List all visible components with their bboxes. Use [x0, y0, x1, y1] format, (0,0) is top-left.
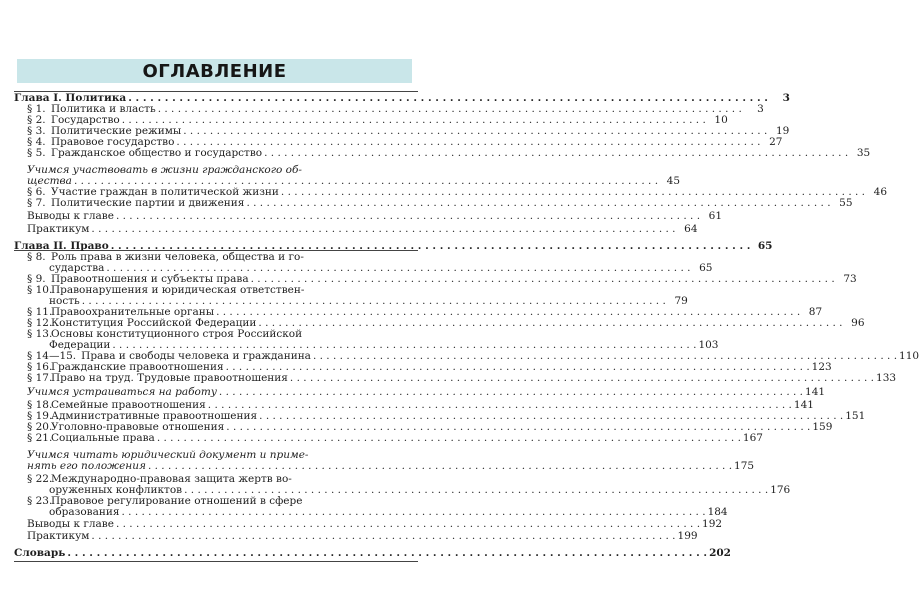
toc-page-number: 133	[876, 372, 897, 384]
toc-item[interactable]	[14, 372, 897, 384]
toc-page-number: 110	[899, 350, 919, 362]
toc-item-label: Гражданские правоотношения	[51, 361, 224, 373]
toc-item-label: Гражданское общество и государство	[51, 147, 263, 159]
toc-page-number: 73	[843, 273, 857, 285]
toc-section-number: § 19.	[27, 410, 53, 422]
toc-item-label-line2: нять его положения	[27, 460, 146, 472]
toc-item-label: Правоохранительные органы	[51, 306, 215, 318]
toc-item[interactable]	[14, 473, 791, 496]
toc-item[interactable]	[14, 432, 763, 444]
toc-section-number: § 3.	[27, 125, 46, 137]
toc-section-number: § 12.	[27, 317, 53, 329]
toc-item[interactable]	[14, 518, 723, 530]
toc-leader-dots	[67, 548, 707, 559]
toc-page-number: 3	[757, 103, 764, 115]
toc-page-number: 141	[793, 399, 814, 411]
toc-section-number: § 23.	[27, 495, 53, 507]
toc-item-label-line1: Основы конституционного строя Российской	[51, 328, 303, 340]
toc-section-number: § 5.	[27, 147, 46, 159]
toc-item-label: Семейные правоотношения	[51, 399, 206, 411]
toc-glossary[interactable]	[14, 547, 731, 559]
toc-item[interactable]	[14, 147, 871, 159]
toc-page-number: 35	[856, 147, 871, 159]
toc-item-label: Административные правоотношения	[51, 410, 258, 422]
toc-item[interactable]	[14, 284, 688, 307]
toc-section-number: § 11.	[27, 306, 53, 318]
toc-section-number: § 21.	[27, 432, 53, 444]
toc-page-number: 79	[674, 295, 688, 307]
toc-leader-dots	[148, 461, 732, 472]
toc-item-label-line1: Учимся читать юридический документ и приме-	[27, 449, 309, 461]
toc-item-label: Политические партии и движения	[51, 197, 245, 209]
toc-section-number: § 20.	[27, 421, 53, 433]
toc-section-number: § 13.	[27, 328, 53, 340]
toc-page-number: 87	[808, 306, 823, 318]
title-band	[17, 59, 412, 83]
toc-page-number: 45	[666, 175, 681, 187]
toc-page-number: 159	[812, 421, 833, 433]
toc-workshop-item[interactable]	[14, 449, 755, 472]
toc-item-label: Учимся устраиваться на работу	[27, 386, 217, 398]
toc-page-number: 141	[805, 386, 826, 398]
page-title: ОГЛАВЛЕНИЕ	[142, 61, 287, 82]
toc-item-label: Практикум	[27, 223, 90, 235]
toc-page-number: 55	[839, 197, 853, 209]
toc-item[interactable]	[14, 495, 728, 518]
toc-item-label: Политические режимы	[51, 125, 182, 137]
toc-chapter-label: Словарь	[14, 547, 66, 559]
toc-section-number: § 7.	[27, 197, 46, 209]
toc-item-label-line1: Международно-правовая защита жертв во-	[51, 473, 292, 485]
toc-item-label-line1: Правонарушения и юридическая ответствен-	[51, 284, 305, 296]
toc-workshop-item[interactable]	[14, 386, 826, 398]
toc-item-label-line1: Правовое регулирование отношений в сфере	[51, 495, 303, 507]
toc-page-number: 202	[709, 547, 731, 559]
toc-workshop-item[interactable]	[14, 164, 681, 187]
toc-section-number: § 4.	[27, 136, 46, 148]
toc-section-number: § 2.	[27, 114, 46, 126]
toc-item[interactable]	[14, 251, 713, 274]
toc-page-number: 151	[845, 410, 866, 422]
toc-page-number: 65	[699, 262, 713, 274]
toc-item-label: Выводы к главе	[27, 518, 114, 530]
toc-item-label: Участие граждан в политической жизни	[51, 186, 279, 198]
toc-section-number: § 6.	[27, 186, 46, 198]
toc-page-number: 175	[734, 460, 755, 472]
toc-section-number: § 10.	[27, 284, 53, 296]
toc-item-label: Правовое государство	[51, 136, 175, 148]
toc-page-number: 3	[782, 92, 790, 104]
toc-section-number: § 16.	[27, 361, 53, 373]
toc-page-number: 176	[770, 484, 791, 496]
toc-chapter-label: Глава I. Политика	[14, 92, 127, 104]
toc-page-number: 199	[677, 530, 698, 542]
toc-item-label: Права и свободы человека и гражданина	[81, 350, 311, 362]
toc-leader-dots	[116, 519, 700, 530]
toc-leader-dots	[157, 433, 741, 444]
toc-item-label-line2: щества	[27, 175, 72, 187]
toc-page-number: 96	[851, 317, 865, 329]
toc-item-label: Практикум	[27, 530, 90, 542]
toc-section-number: § 9.	[27, 273, 46, 285]
separator-glossary	[14, 561, 418, 562]
toc-leader-dots	[264, 148, 848, 159]
toc-item-label: Право на труд. Трудовые правоотношения	[51, 372, 288, 384]
toc-section-number: § 1.	[27, 103, 46, 115]
toc-leader-dots	[121, 507, 705, 518]
toc-leader-dots	[116, 211, 700, 222]
toc-chapter-label: Глава II. Право	[14, 240, 109, 252]
toc-item[interactable]	[14, 530, 698, 542]
toc-page-number: 64	[684, 223, 698, 235]
toc-item-label-line2: оруженных конфликтов	[49, 484, 183, 496]
toc-item-label-line2: ность	[49, 295, 80, 307]
toc-item-label: Выводы к главе	[27, 210, 114, 222]
toc-leader-dots	[251, 274, 835, 285]
toc-leader-dots	[246, 198, 830, 209]
toc-item[interactable]	[14, 328, 719, 351]
toc-page-number: 167	[742, 432, 763, 444]
toc-item-label: Уголовно-правовые отношения	[51, 421, 225, 433]
toc-page-number: 19	[775, 125, 790, 137]
toc-leader-dots	[258, 318, 842, 329]
toc-leader-dots	[219, 387, 803, 398]
toc-page-number: 103	[698, 339, 719, 351]
toc-section-number: § 17.	[27, 372, 53, 384]
toc-page-number: 46	[873, 186, 888, 198]
toc-item-label: Политика и власть	[51, 103, 156, 115]
toc-page-number: 123	[811, 361, 832, 373]
toc-item[interactable]	[14, 210, 723, 222]
toc-page-number: 27	[769, 136, 783, 148]
toc-item[interactable]	[14, 197, 853, 209]
toc-item-label-line2: сударства	[49, 262, 105, 274]
toc-item-label-line2: Федерации	[49, 339, 111, 351]
toc-section-number: § 8.	[27, 251, 46, 263]
toc-page-number: 61	[708, 210, 723, 222]
toc-page-number: 192	[702, 518, 723, 530]
toc-section-number: § 22.	[27, 473, 53, 485]
toc-section-number: § 18.	[27, 399, 53, 411]
toc-item-label: Социальные права	[51, 432, 155, 444]
toc-item-label-line2: образования	[49, 506, 120, 518]
toc-section-number: § 14—15.	[27, 350, 77, 362]
toc-page-number: 184	[707, 506, 728, 518]
toc-leader-dots	[290, 373, 874, 384]
table-of-contents	[14, 92, 919, 559]
toc-page-number: 65	[757, 240, 773, 252]
toc-item-label: Конституция Российской Федерации	[51, 317, 257, 329]
toc-item-label: Правоотношения и субъекты права	[51, 273, 249, 285]
toc-item-label-line1: Учимся участвовать в жизни гражданского об-	[27, 164, 302, 176]
toc-item-label-line1: Роль права в жизни человека, общества и го-	[51, 251, 304, 263]
toc-page-number: 10	[714, 114, 728, 126]
toc-item[interactable]	[14, 223, 698, 235]
toc-leader-dots	[91, 224, 675, 235]
toc-leader-dots	[91, 531, 675, 542]
toc-item-label: Государство	[51, 114, 120, 126]
